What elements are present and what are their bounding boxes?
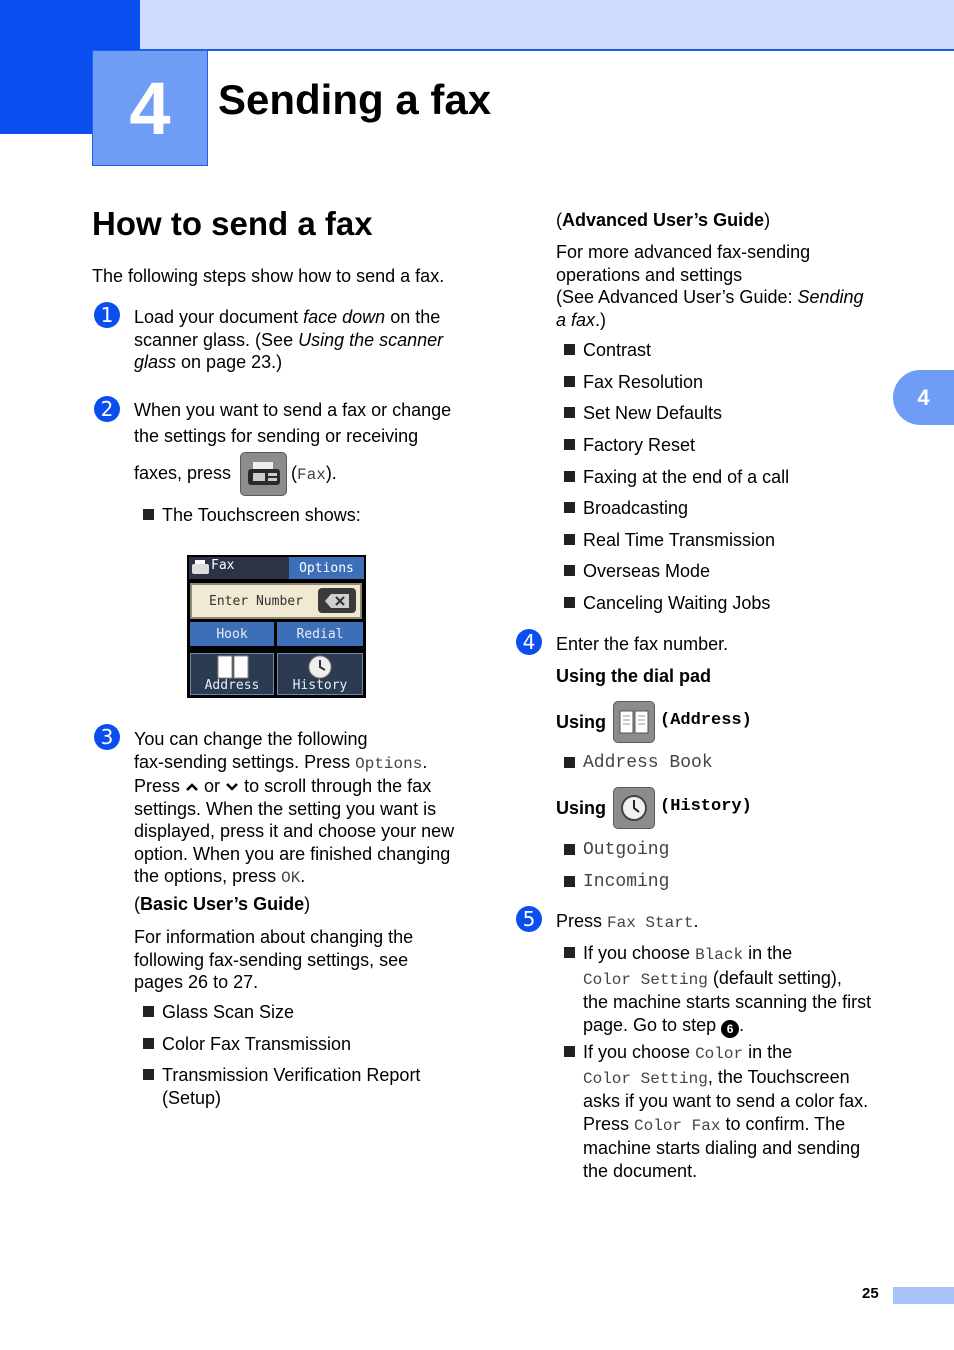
- advanced-guide-ref: (Advanced User’s Guide): [556, 210, 771, 230]
- step-1-text: Load your document face down on the scanner glass. (See Using the scanner glass on page 23.): [134, 307, 444, 372]
- touchscreen-history-label: History: [292, 678, 348, 693]
- chevron-up-icon: [185, 776, 199, 796]
- step-badge-5: 5: [516, 906, 542, 932]
- address-book-icon: [217, 655, 249, 679]
- advanced-guide-info: For more advanced fax-sending operations and settings (See Advanced User’s Guide: Sending a fax.): [556, 242, 864, 330]
- address-button-icon[interactable]: [613, 701, 655, 743]
- address-code-label: (Address): [660, 711, 752, 730]
- history-code-label: (History): [660, 797, 752, 816]
- history-clock-icon: [307, 655, 333, 679]
- touchscreen-enter-number[interactable]: Enter Number: [190, 583, 362, 619]
- touchscreen-address-label: Address: [204, 678, 260, 693]
- list-item: Factory Reset: [557, 434, 695, 457]
- step-3-text: You can change the following fax-sending settings. Press Options. Press or to scroll through the fax settings. When the setting you want is displayed, press it and choose your new option. When you are finished changing the options, press OK.: [134, 729, 455, 887]
- list-item: Broadcasting: [557, 497, 688, 520]
- list-item: Faxing at the end of a call: [557, 466, 789, 489]
- history-button-icon[interactable]: [613, 787, 655, 829]
- section-intro: The following steps show how to send a fax.: [92, 266, 445, 286]
- touchscreen-fax-label: Fax: [211, 558, 235, 573]
- color-choice-item: If you choose Color in the Color Setting, the Touchscreen asks if you want to send a color fax. Press Color Fax to confirm. The machine starts dialing and sending the document.: [557, 1041, 913, 1182]
- list-item: Color Fax Transmission: [136, 1033, 351, 1056]
- touchscreen-hook-button[interactable]: Hook: [190, 622, 274, 646]
- chapter-side-tab[interactable]: 4: [893, 370, 954, 425]
- chevron-down-icon: [225, 776, 239, 796]
- step-badge-1: 1: [94, 302, 120, 328]
- list-item: Set New Defaults: [557, 402, 722, 425]
- list-item: Outgoing: [557, 839, 669, 862]
- step-badge-4: 4: [516, 629, 542, 655]
- list-item-continuation: (Setup): [162, 1088, 222, 1108]
- step-badge-2: 2: [94, 396, 120, 422]
- list-item: Incoming: [557, 871, 669, 894]
- step-6-ref-badge: 6: [721, 1020, 739, 1038]
- fax-button-icon[interactable]: [240, 452, 287, 496]
- section-title: How to send a fax: [92, 205, 373, 242]
- header-band: [0, 0, 954, 51]
- touchscreen-screenshot: [187, 555, 366, 698]
- using-address-label: Using: [556, 712, 607, 732]
- step-2-line-2: the settings for sending or receiving: [134, 426, 419, 446]
- list-item: Glass Scan Size: [136, 1001, 294, 1024]
- dial-pad-heading: Using the dial pad: [556, 666, 712, 686]
- step-5-text: Press Fax Start.: [556, 911, 699, 932]
- step-2-line-1: When you want to send a fax or change: [134, 400, 452, 420]
- basic-guide-ref: (Basic User’s Guide): [134, 894, 311, 914]
- list-item: Real Time Transmission: [557, 529, 775, 552]
- step-2-line-3: faxes, press: [134, 463, 232, 483]
- touchscreen-options-button[interactable]: Options: [289, 557, 364, 579]
- step-4-text: Enter the fax number.: [556, 634, 729, 654]
- list-item: Contrast: [557, 339, 651, 362]
- list-item: Overseas Mode: [557, 560, 710, 583]
- touchscreen-history-button[interactable]: [277, 653, 363, 695]
- step-badge-3: 3: [94, 724, 120, 750]
- touchscreen-redial-button[interactable]: Redial: [277, 622, 363, 646]
- footer-bar: [893, 1287, 954, 1304]
- chapter-title: Sending a fax: [218, 76, 492, 123]
- fax-code-label: (Fax).: [291, 463, 337, 484]
- backspace-icon[interactable]: [318, 588, 356, 613]
- touchscreen-bullet: The Touchscreen shows:: [136, 504, 361, 527]
- basic-guide-info: For information about changing the following fax-sending settings, see pages 26 to 27.: [134, 927, 414, 992]
- page-number: 25: [862, 1285, 879, 1302]
- list-item: Address Book: [557, 752, 713, 775]
- list-item: Canceling Waiting Jobs: [557, 592, 770, 615]
- chapter-number: 4: [92, 50, 208, 166]
- fax-icon: [192, 560, 209, 579]
- using-history-label: Using: [556, 798, 607, 818]
- list-item: Transmission Verification Report: [136, 1064, 420, 1087]
- black-choice-item: If you choose Black in the Color Setting (default setting), the machine starts scanning the first page. Go to step 6 .: [557, 942, 913, 1038]
- touchscreen-address-button[interactable]: [190, 653, 274, 695]
- list-item: Fax Resolution: [557, 371, 703, 394]
